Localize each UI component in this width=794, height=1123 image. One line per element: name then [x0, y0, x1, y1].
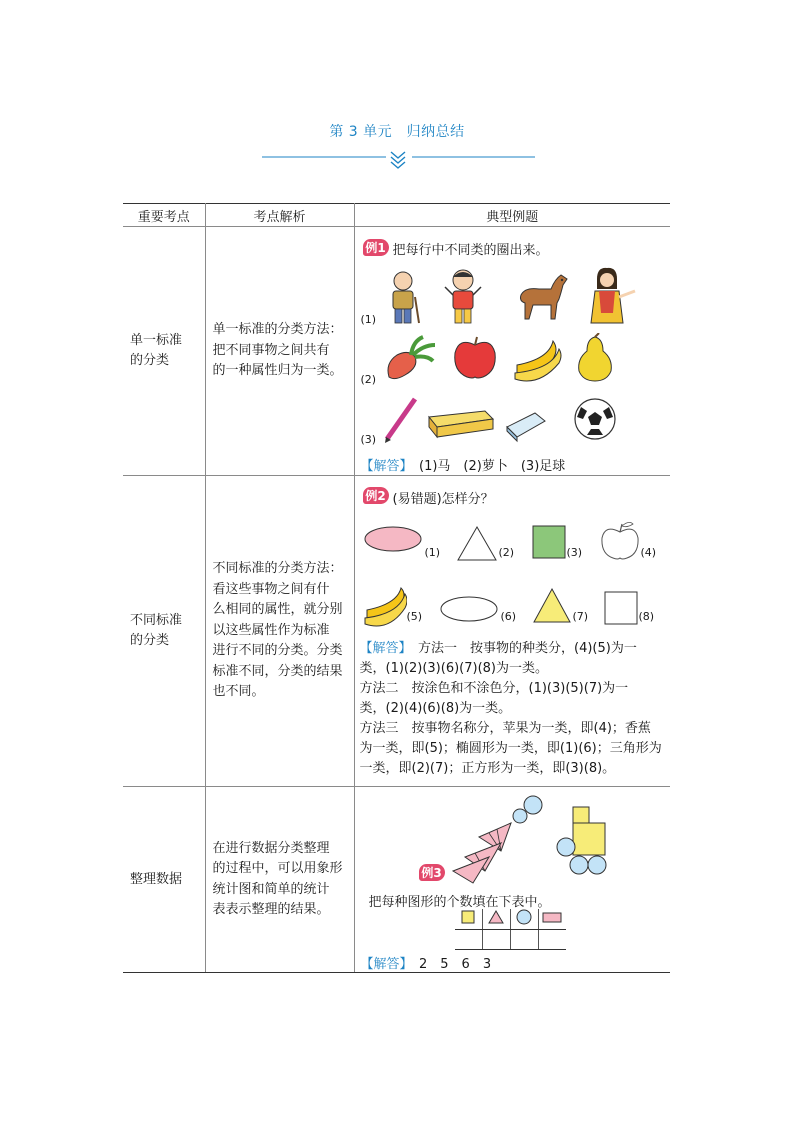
example-question: 把每种图形的个数填在下表中。: [368, 895, 551, 910]
apple-icon: [454, 337, 495, 378]
white-triangle-shape: [455, 524, 499, 564]
eraser-icon: [507, 413, 545, 441]
key-point-line: 整理数据: [130, 871, 183, 887]
yellow-square-icon: [461, 910, 475, 924]
item-label: (6): [500, 610, 517, 623]
analysis-cell: [205, 476, 354, 787]
answer-line: 为一类，即(5)；椭圆形为一类，即(1)(6)；三角形为: [359, 741, 662, 756]
answer-line: 方法二 按涂色和不涂色分，(1)(3)(5)(7)为一: [359, 681, 629, 696]
item-label: (2): [498, 546, 515, 559]
item-label: (3): [566, 546, 583, 559]
rectangle-icon-cell: [538, 909, 566, 930]
example-badge: 例3: [419, 864, 445, 881]
item-label: (8): [638, 610, 655, 623]
example-question: 把每行中不同类的圈出来。: [392, 243, 549, 258]
answer-text: 2 5 6 3: [406, 957, 492, 972]
white-ellipse-shape: [439, 594, 501, 624]
answer: [361, 953, 492, 972]
count-cell: [482, 930, 510, 950]
example-badge: 例1: [363, 239, 389, 256]
key-point-line: 单一标准: [130, 333, 183, 348]
analysis-cell: [205, 227, 354, 476]
answer-line: 类，(1)(2)(3)(6)(7)(8)为一类。: [359, 661, 548, 676]
analysis-line: 的一种属性归为一类。: [212, 363, 343, 379]
pink-rectangle-icon: [542, 911, 562, 923]
count-table: [455, 909, 566, 950]
analysis-cell: [205, 787, 354, 973]
example-badge: 例2: [363, 487, 389, 504]
soccer-ball-icon: [575, 399, 615, 439]
outline-apple-icon: [599, 520, 641, 562]
analysis-line: 在进行数据分类整理: [212, 840, 330, 856]
boy-icon: [445, 270, 481, 323]
answer-label: 【解答】: [360, 957, 407, 972]
horse-icon: [520, 275, 567, 319]
row-label: (1): [360, 313, 377, 326]
example-cell: [354, 227, 670, 476]
triangles-and-circles-figure: [445, 793, 555, 887]
item-label: (4): [640, 546, 657, 559]
answer-line: 方法三 按事物名称分，苹果为一类，即(4)；香蕉: [359, 721, 651, 736]
pencil-box-icon: [429, 411, 493, 437]
key-point-cell: [123, 227, 205, 476]
table-row: [123, 787, 670, 973]
circle-icon-cell: [510, 909, 538, 930]
stationery-and-ball-row: [383, 395, 673, 447]
summary-table: [123, 203, 670, 973]
answer-label: 【解答】: [360, 459, 407, 474]
grandpa-icon: [393, 272, 419, 323]
column-header: 考点解析: [205, 204, 354, 227]
triangle-icon-cell: [482, 909, 510, 930]
analysis-line: 不同标准的分类方法：: [212, 561, 343, 577]
key-point-cell: [123, 787, 205, 973]
example-cell: [354, 476, 670, 787]
item-label: (1): [424, 546, 441, 559]
column-header: 重要考点: [123, 204, 205, 227]
key-point-line: 不同标准: [130, 613, 183, 628]
count-cell: [538, 930, 566, 950]
analysis-line: 进行不同的分类。分类: [212, 643, 343, 659]
pencil-icon: [385, 399, 415, 443]
key-point-line: 的分类: [130, 633, 170, 648]
analysis-line: 也不同。: [212, 684, 265, 700]
banana-icon: [363, 584, 407, 628]
radish-icon: [388, 337, 435, 379]
analysis-line: 表表示整理的结果。: [212, 902, 330, 917]
woman-icon: [591, 268, 635, 323]
analysis-line: 的过程中，可以用象形: [212, 861, 343, 876]
pink-ellipse-shape: [363, 524, 425, 554]
fruit-and-vegetable-row: [383, 333, 673, 385]
green-square-shape: [531, 524, 567, 560]
answer: [361, 455, 566, 474]
answer-text: (1)马 (2)萝卜 (3)足球: [406, 459, 566, 474]
row-label: (2): [360, 373, 377, 386]
table-row: [123, 227, 670, 476]
analysis-line: 么相同的属性，就分别: [212, 602, 343, 618]
example-cell: [354, 787, 670, 973]
item-label: (7): [572, 610, 589, 623]
analysis-line: 把不同事物之间共有: [212, 342, 330, 358]
pink-triangle-icon: [488, 910, 504, 924]
people-and-horse-row: [383, 267, 673, 327]
answer-text: 方法一 按事物的种类分，(4)(5)为一: [405, 641, 637, 656]
item-label: (5): [406, 610, 423, 623]
answer-line: [360, 639, 637, 659]
white-square-shape: [603, 590, 639, 626]
yellow-triangle-shape: [531, 586, 573, 626]
column-header: 典型例题: [354, 204, 670, 227]
table-header-row: [123, 204, 670, 227]
analysis-line: 单一标准的分类方法：: [212, 322, 343, 338]
analysis-line: 统计图和简单的统计: [212, 881, 330, 897]
key-point-cell: [123, 476, 205, 787]
answer-line: 类，(2)(4)(6)(8)为一类。: [359, 701, 512, 716]
pear-icon: [578, 333, 611, 381]
page-title: 第 3 单元 归纳总结: [329, 124, 465, 140]
banana-icon: [515, 341, 561, 381]
example-question: (易错题)怎样分？: [392, 492, 494, 507]
answer-line: 一类，即(2)(7)；正方形为一类，即(3)(8)。: [359, 761, 616, 776]
answer-label: 【解答】: [359, 641, 406, 656]
count-cell: [455, 930, 483, 950]
blue-circle-icon: [516, 909, 532, 925]
title-divider: [0, 150, 794, 172]
key-point-line: 的分类: [130, 353, 170, 368]
analysis-line: 看这些事物之间有什: [212, 581, 330, 597]
double-chevron-icon: [391, 152, 405, 168]
analysis-line: 以这些属性作为标准: [212, 622, 330, 638]
count-cell: [510, 930, 538, 950]
square-icon-cell: [455, 909, 483, 930]
row-label: (3): [360, 433, 377, 446]
table-row: [123, 476, 670, 787]
squares-and-circles-figure: [555, 805, 615, 879]
analysis-line: 标准不同，分类的结果: [212, 663, 343, 679]
